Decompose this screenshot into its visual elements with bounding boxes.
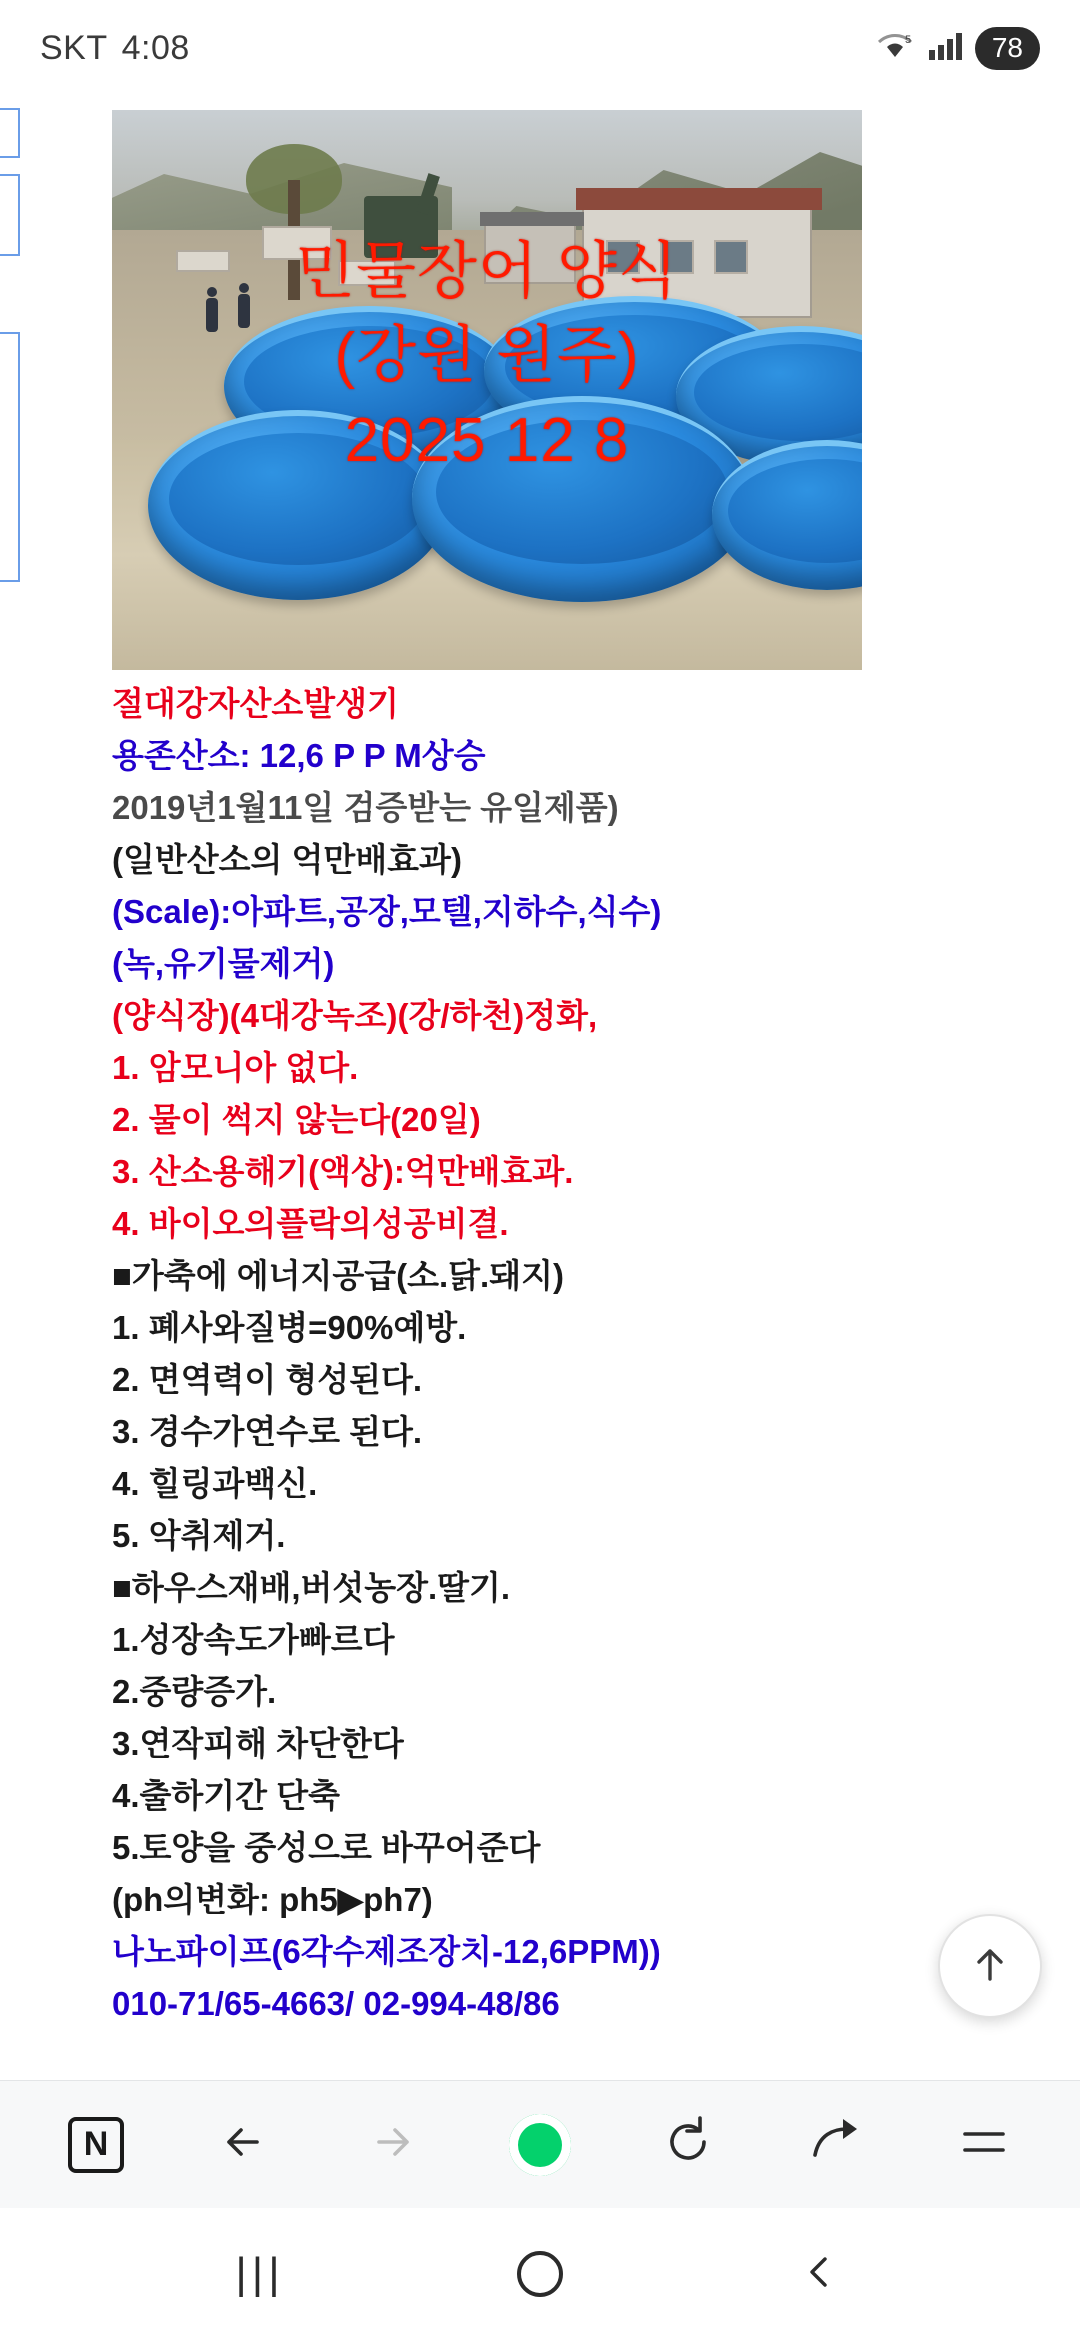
page-edge-artifact xyxy=(0,332,20,582)
status-bar-left xyxy=(40,29,190,68)
record-circle-icon xyxy=(509,2114,571,2176)
cellular-signal-icon xyxy=(927,30,963,67)
eel-farm-photo xyxy=(112,110,862,670)
chevron-left-icon xyxy=(797,2249,843,2300)
page-edge-artifact xyxy=(0,174,20,256)
article-line: (일반산소의 억만배효과) xyxy=(112,841,462,878)
naver-home-button[interactable] xyxy=(50,2099,142,2191)
system-navigation-bar xyxy=(0,2208,1080,2340)
article-line: 나노파이프(6각수제조장치-12,6PPM)) xyxy=(112,1933,661,1970)
article-line: 5.토양을 중성으로 바꾸어준다 xyxy=(112,1829,541,1866)
record-button[interactable] xyxy=(494,2099,586,2191)
article-line: 2019년1월11일 검증받는 유일제품) xyxy=(112,789,619,826)
reload-button[interactable] xyxy=(642,2099,734,2191)
article-line: (양식장)(4대강녹조)(강/하천)정화, xyxy=(112,997,598,1034)
overlay-line: 민물장어 양식 xyxy=(295,237,679,306)
article-line: 010-71/65-4663/ 02-994-48/86 xyxy=(112,1985,560,2022)
forward-button[interactable] xyxy=(346,2099,438,2191)
home-icon xyxy=(517,2251,563,2297)
article-line: ■가축에 에너지공급(소.닭.돼지) xyxy=(112,1257,564,1294)
share-button[interactable] xyxy=(790,2099,882,2191)
hamburger-menu-icon xyxy=(953,2111,1015,2178)
back-button[interactable] xyxy=(198,2099,290,2191)
article-line: 2.중량증가. xyxy=(112,1673,277,1710)
article-line: (ph의변화: ph5▶ph7) xyxy=(112,1881,433,1918)
recents-button[interactable] xyxy=(214,2228,306,2320)
photo-window xyxy=(660,240,694,274)
article-line: ■하우스재배,버섯농장.딸기. xyxy=(112,1569,511,1606)
article-line: (Scale):아파트,공장,모텔,지하수,식수) xyxy=(112,893,662,930)
photo-window xyxy=(714,240,748,274)
overlay-line: (강원 원주) xyxy=(334,321,640,391)
photo-excavator xyxy=(364,196,438,258)
article-line: 4. 힐링과백신. xyxy=(112,1465,318,1502)
page-edge-artifact xyxy=(0,108,20,158)
photo-window xyxy=(606,240,640,274)
article-line: 2. 물이 썩지 않는다(20일) xyxy=(112,1101,481,1138)
article-line: 절대강자산소발생기 xyxy=(112,685,399,722)
article-line: 3. 경수가연수로 된다. xyxy=(112,1413,423,1450)
share-icon xyxy=(805,2111,867,2178)
photo-person xyxy=(238,294,250,328)
article-line: 5. 악취제거. xyxy=(112,1517,286,1554)
refresh-icon xyxy=(657,2111,719,2178)
recents-icon: ||| xyxy=(235,2249,285,2298)
scroll-to-top-button[interactable] xyxy=(938,1914,1042,2018)
photo-water-tank xyxy=(148,410,448,600)
menu-button[interactable] xyxy=(938,2099,1030,2191)
photo-material-stack xyxy=(338,260,396,286)
article-line: 용존산소: 12,6 P P M상승 xyxy=(112,737,486,774)
article-line: 1. 암모니아 없다. xyxy=(112,1049,359,1086)
article-body xyxy=(112,678,932,2030)
naver-logo-icon: N xyxy=(68,2117,124,2173)
article-line: 2. 면역력이 형성된다. xyxy=(112,1361,423,1398)
photo-person xyxy=(206,298,218,332)
home-button[interactable] xyxy=(494,2228,586,2320)
carrier-label: SKT xyxy=(40,28,108,67)
status-bar xyxy=(0,0,1080,96)
status-bar-right xyxy=(875,27,1040,70)
photo-water-tank xyxy=(412,396,752,602)
photo-material-stack xyxy=(176,250,230,272)
system-back-button[interactable] xyxy=(774,2228,866,2320)
browser-toolbar xyxy=(0,2080,1080,2208)
photo-shed-roof xyxy=(480,212,584,226)
svg-text:5: 5 xyxy=(904,33,911,46)
article-line: (녹,유기물제거) xyxy=(112,945,335,982)
article-line: 1.성장속도가빠르다 xyxy=(112,1621,395,1658)
article-line: 4. 바이오의플락의성공비결. xyxy=(112,1205,509,1242)
photo-building-roof xyxy=(576,188,822,210)
web-page-content[interactable] xyxy=(0,96,1080,2080)
article-line: 3.연작피해 차단한다 xyxy=(112,1725,404,1762)
arrow-right-icon xyxy=(361,2111,423,2178)
photo-material-stack xyxy=(262,226,332,260)
overlay-line: 2025 12 8 xyxy=(344,405,630,475)
photo-shed xyxy=(484,222,576,284)
wifi-icon xyxy=(875,30,915,67)
article-line: 3. 산소용해기(액상):억만배효과. xyxy=(112,1153,574,1190)
article-line: 4.출하기간 단축 xyxy=(112,1777,340,1814)
battery-indicator: 78 xyxy=(975,27,1040,70)
article-line: 1. 폐사와질병=90%예방. xyxy=(112,1309,467,1346)
clock-label: 4:08 xyxy=(121,28,190,67)
arrow-left-icon xyxy=(213,2111,275,2178)
arrow-up-icon xyxy=(965,1939,1015,1994)
